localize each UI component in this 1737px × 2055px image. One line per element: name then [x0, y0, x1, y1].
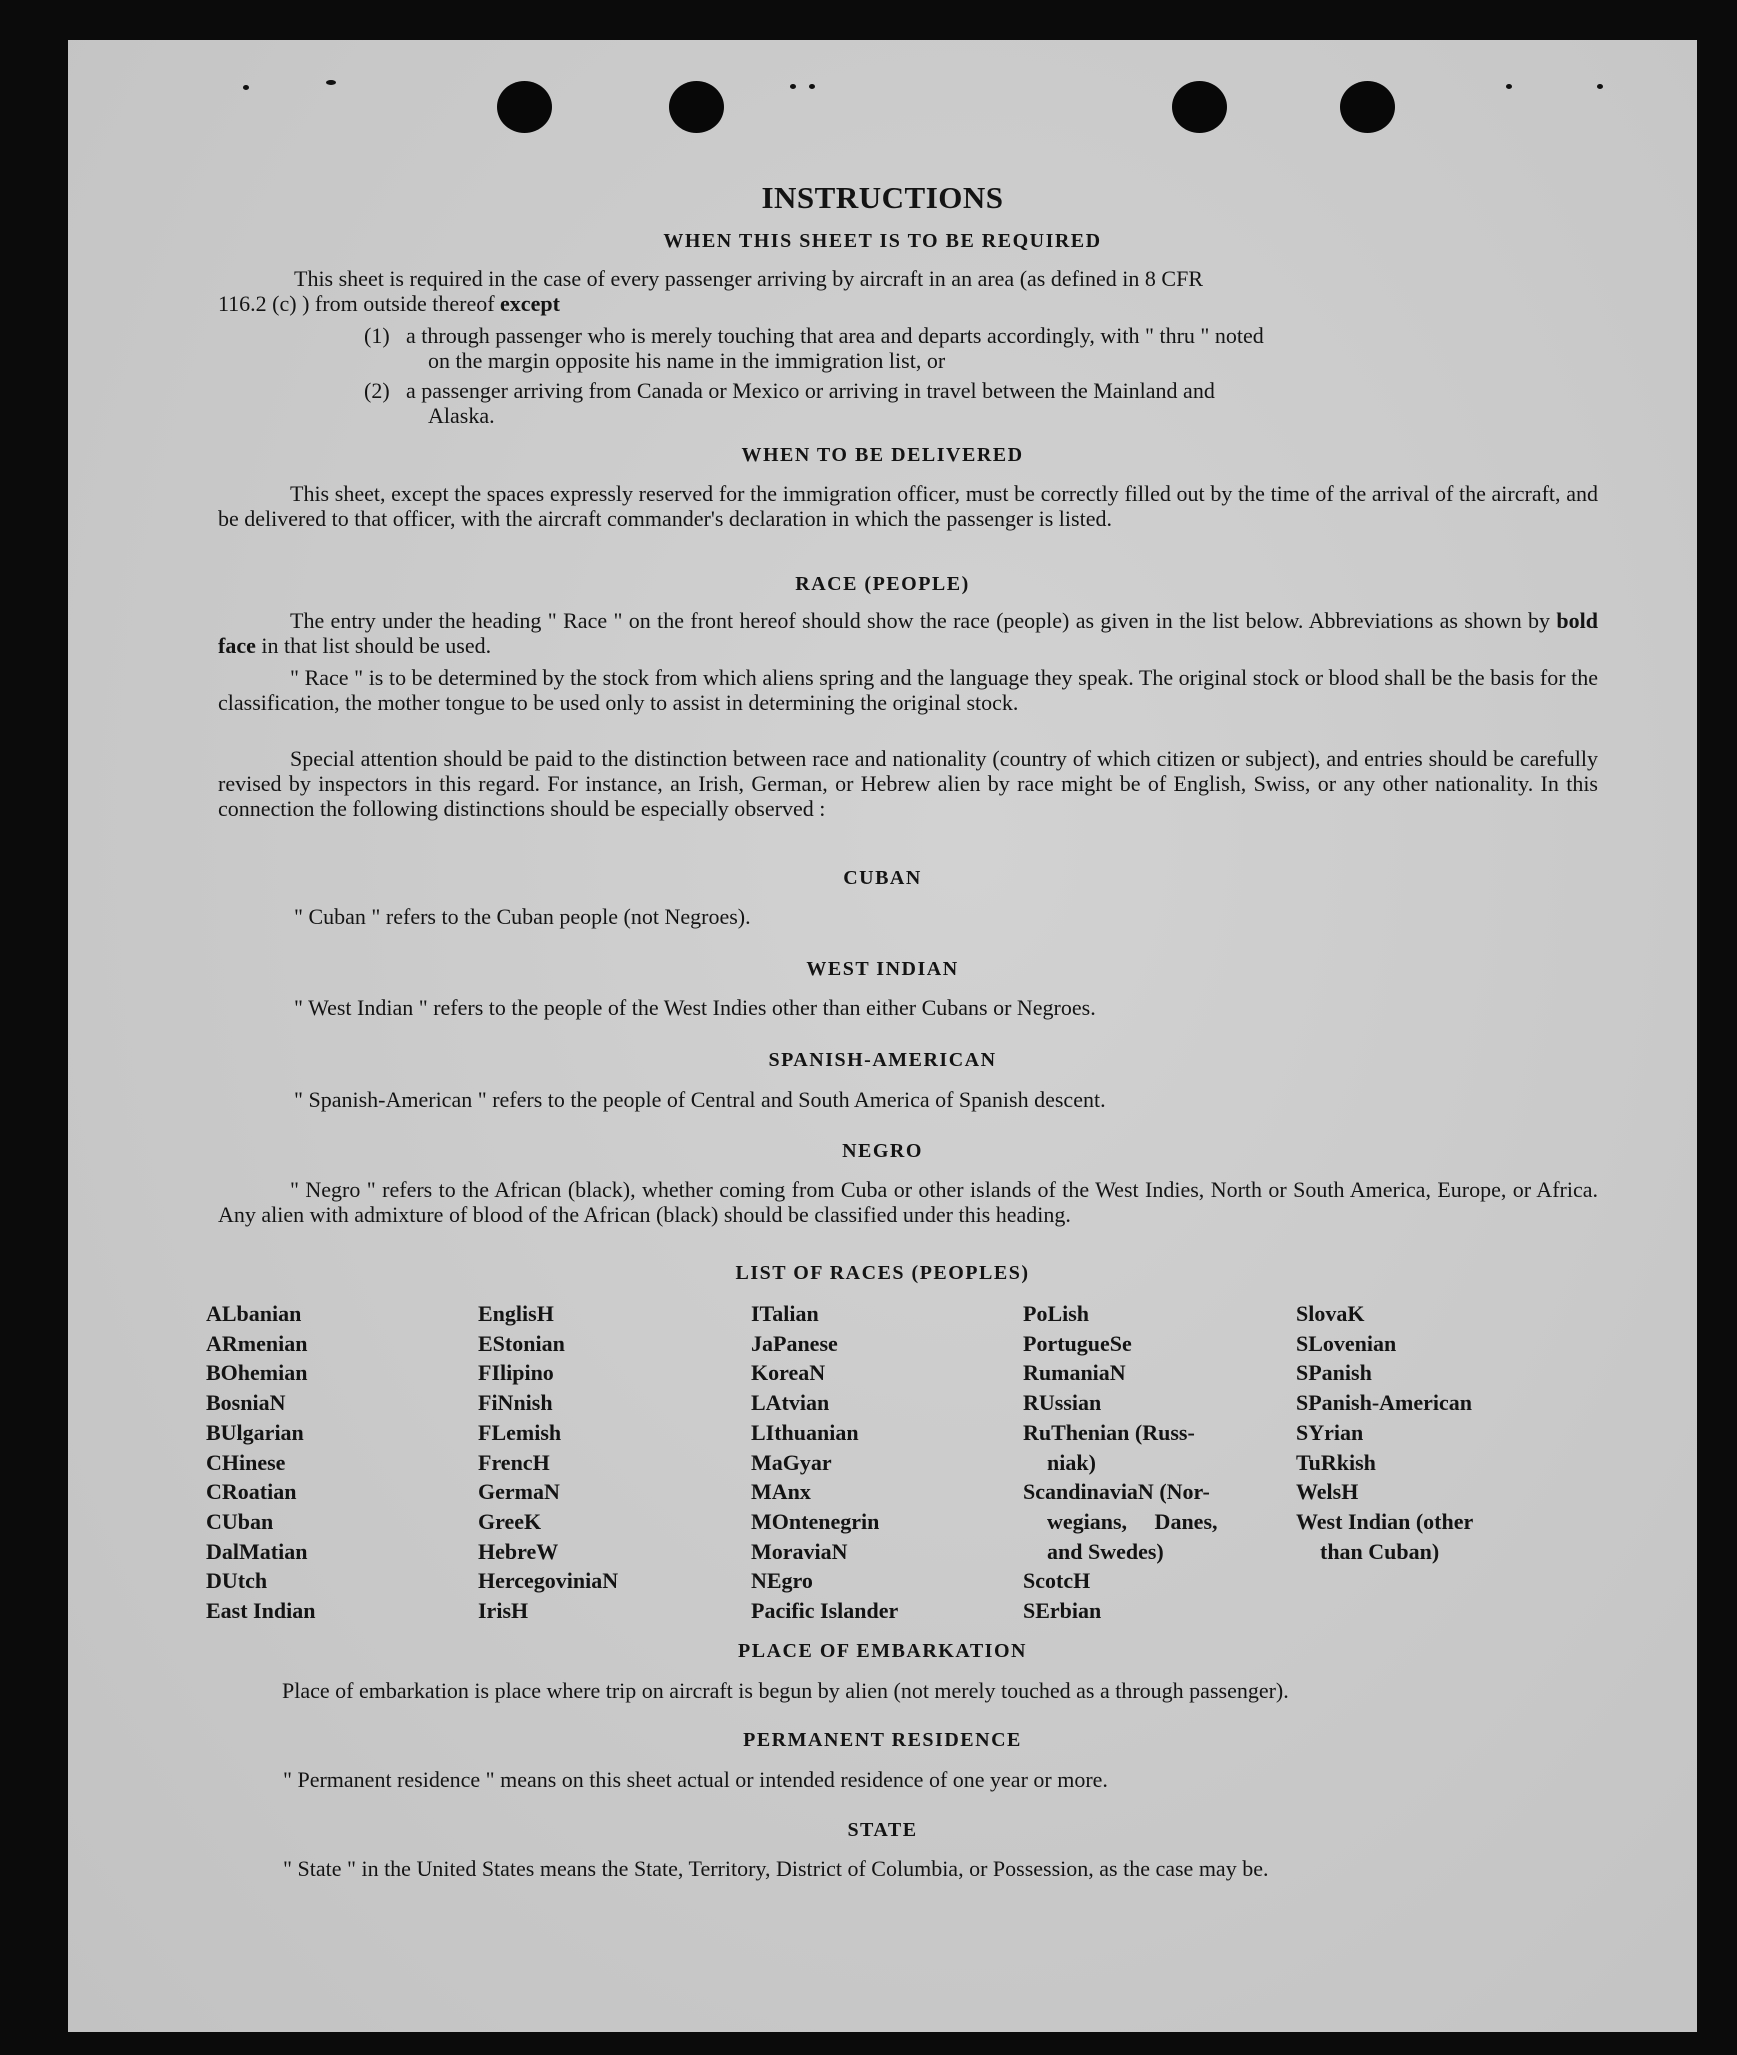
delivered-paragraph	[218, 481, 1598, 531]
heading-embarkation: PLACE OF EMBARKATION	[738, 1640, 1027, 1662]
punch-hole	[669, 81, 724, 133]
race-text-3: Special attention should be paid to the distinction between race and nationality (country of which citizen or subject), and entries should be carefully revised by inspectors in this regard. For instance, an Irish, German, or Hebrew alien by race might be of English, Swiss, or any other nationality. In this connection the following distinctions should be especially observed :	[218, 746, 1598, 821]
race-entry: LAtvian	[751, 1390, 830, 1416]
negro-text: " Negro " refers to the African (black), whether coming from Cuba or other islands of the West Indies, North or South America, Europe, or Africa. Any alien with admixture of blood of the African (black) should be classified under this heading.	[218, 1177, 1598, 1227]
item-text-cont: Alaska.	[428, 403, 495, 428]
intro-text: This sheet is required in the case of every passenger arriving by aircraft in an area (as defined in 8 CFR	[294, 266, 1204, 291]
item-number: (1)	[364, 323, 390, 348]
race-entry: HebreW	[478, 1538, 559, 1564]
page-title: INSTRUCTIONS	[761, 180, 1004, 215]
punch-hole	[497, 81, 552, 133]
heading-list-of-races: LIST OF RACES (PEOPLES)	[735, 1262, 1030, 1284]
race-entry: GermaN	[478, 1479, 560, 1505]
embarkation-text: Place of embarkation is place where trip on aircraft is begun by alien (not merely touched as a through passenger).	[282, 1678, 1289, 1703]
state-paragraph	[203, 1856, 1598, 1881]
race-entry: PortugueSe	[1023, 1330, 1132, 1356]
punch-hole	[1172, 81, 1227, 133]
heading-delivered: WHEN TO BE DELIVERED	[741, 444, 1024, 466]
race-text-1a: The entry under the heading " Race " on the front hereof should show the race (people) as given in the list below. Abbreviations as shown by	[290, 608, 1551, 633]
heading-negro: NEGRO	[842, 1140, 923, 1162]
west-indian-text: " West Indian " refers to the people of the West Indies other than either Cubans or Negroes.	[294, 995, 1096, 1020]
race-entry: MoraviaN	[751, 1538, 848, 1564]
exception-item-2	[364, 378, 1598, 428]
race-entry: MAnx	[751, 1479, 811, 1505]
race-entry: Pacific Islander	[751, 1598, 899, 1624]
heading-state: STATE	[847, 1819, 918, 1841]
race-entry: PoLish	[1023, 1301, 1090, 1326]
spanish-american-text: " Spanish-American " refers to the people of Central and South America of Spanish descent.	[294, 1087, 1106, 1112]
intro-line-1	[294, 266, 1598, 291]
race-entry: ITalian	[751, 1301, 819, 1326]
race-entry: IrisH	[478, 1598, 529, 1624]
ink-speck	[1597, 84, 1603, 89]
races-column-5	[1296, 1299, 1516, 1566]
race-entry: SLovenian	[1296, 1330, 1397, 1356]
race-entry: BosniaN	[206, 1390, 286, 1416]
heading-required: WHEN THIS SHEET IS TO BE REQUIRED	[663, 230, 1102, 252]
ink-speck	[1506, 84, 1512, 89]
heading-spanish-american: SPANISH-AMERICAN	[768, 1049, 997, 1071]
race-entry: NEgro	[751, 1568, 813, 1594]
race-entry: RUssian	[1023, 1390, 1102, 1416]
race-entry: FLemish	[478, 1419, 562, 1445]
item-number: (2)	[364, 378, 390, 403]
punch-hole	[1340, 81, 1395, 133]
race-paragraph-2	[218, 665, 1598, 715]
race-entry-cont: than Cuban)	[1320, 1538, 1440, 1564]
race-entry: EnglisH	[478, 1301, 554, 1326]
race-entry: JaPanese	[751, 1330, 838, 1356]
race-entry: ScandinaviaN (Nor-	[1023, 1479, 1210, 1505]
ink-speck	[809, 84, 815, 89]
race-entry: WelsH	[1296, 1479, 1359, 1505]
race-paragraph-3	[218, 746, 1598, 821]
race-text-1b: in that list should be used.	[261, 633, 492, 658]
race-entry: BOhemian	[206, 1360, 308, 1386]
delivered-text: This sheet, except the spaces expressly reserved for the immigration officer, must be correctly filled out by the time of the arrival of the aircraft, and be delivered to that officer, with the aircraft commander's declaration in which the passenger is listed.	[218, 481, 1598, 531]
race-entry-cont: and Swedes)	[1047, 1538, 1164, 1564]
races-column-2	[478, 1299, 698, 1626]
race-entry: DUtch	[206, 1568, 268, 1594]
race-entry: MOntenegrin	[751, 1508, 880, 1534]
intro-except: except	[500, 291, 560, 316]
exception-item-1	[364, 323, 1598, 373]
race-entry: RuThenian (Russ-	[1023, 1419, 1195, 1445]
race-entry: SPanish	[1296, 1360, 1372, 1386]
race-entry: FIlipino	[478, 1360, 554, 1386]
race-paragraph-1	[218, 608, 1598, 658]
state-text: " State " in the United States means the State, Territory, District of Columbia, or Possession, as the case may be.	[283, 1856, 1269, 1881]
race-text-2: " Race " is to be determined by the stock from which aliens spring and the language they speak. The original stock or blood shall be the basis for the classification, the mother tongue to be used only to assist in determining the original stock.	[218, 665, 1598, 715]
ink-speck	[790, 84, 796, 89]
race-entry: FiNnish	[478, 1390, 553, 1416]
race-entry: RumaniaN	[1023, 1360, 1126, 1386]
ink-speck	[326, 80, 336, 85]
item-text-cont: on the margin opposite his name in the immigration list, or	[428, 348, 946, 373]
item-text: a passenger arriving from Canada or Mexico or arriving in travel between the Mainland and	[406, 378, 1215, 403]
race-entry: SPanish-American	[1296, 1390, 1472, 1416]
heading-permanent-residence: PERMANENT RESIDENCE	[743, 1729, 1022, 1751]
item-text: a through passenger who is merely touching that area and departs accordingly, with " thru " noted	[406, 323, 1264, 348]
heading-west-indian: WEST INDIAN	[806, 958, 959, 980]
races-column-4	[1023, 1299, 1263, 1626]
document-page	[68, 40, 1697, 2032]
intro-text-cont: 116.2 (c) ) from outside thereof	[218, 291, 495, 316]
embarkation-paragraph	[206, 1678, 1598, 1703]
race-entry: BUlgarian	[206, 1419, 304, 1445]
race-entry: ALbanian	[206, 1301, 302, 1326]
intro-line-2	[218, 291, 1598, 316]
race-entry: CHinese	[206, 1449, 286, 1475]
race-entry: FrencH	[478, 1449, 550, 1475]
race-entry: TuRkish	[1296, 1449, 1376, 1475]
races-column-1	[206, 1299, 411, 1626]
race-entry: GreeK	[478, 1508, 542, 1534]
race-entry-cont: niak)	[1047, 1449, 1096, 1475]
race-entry: SErbian	[1023, 1598, 1102, 1624]
race-entry: DalMatian	[206, 1538, 308, 1564]
race-entry: MaGyar	[751, 1449, 832, 1475]
race-entry: CUban	[206, 1508, 274, 1534]
race-entry: HercegoviniaN	[478, 1568, 619, 1594]
race-entry: SYrian	[1296, 1419, 1364, 1445]
ink-speck	[243, 85, 249, 90]
race-entry-cont: wegians, Danes,	[1047, 1508, 1218, 1534]
race-entry: EStonian	[478, 1330, 565, 1356]
residence-text: " Permanent residence " means on this sheet actual or intended residence of one year or more.	[283, 1767, 1108, 1792]
race-entry: KoreaN	[751, 1360, 826, 1386]
race-entry: ARmenian	[206, 1330, 308, 1356]
cuban-text: " Cuban " refers to the Cuban people (not Negroes).	[294, 904, 751, 929]
race-bold-face: bold face	[218, 608, 1599, 658]
race-entry: East Indian	[206, 1598, 316, 1624]
race-entry: SlovaK	[1296, 1301, 1365, 1326]
negro-paragraph	[218, 1177, 1598, 1227]
race-entry: ScotcH	[1023, 1568, 1091, 1594]
race-entry: CRoatian	[206, 1479, 297, 1505]
races-list	[206, 1299, 1606, 1624]
heading-race: RACE (PEOPLE)	[795, 573, 970, 595]
races-column-3	[751, 1299, 981, 1626]
heading-cuban: CUBAN	[843, 867, 922, 889]
race-entry: LIthuanian	[751, 1419, 859, 1445]
race-entry: West Indian (other	[1296, 1508, 1474, 1534]
